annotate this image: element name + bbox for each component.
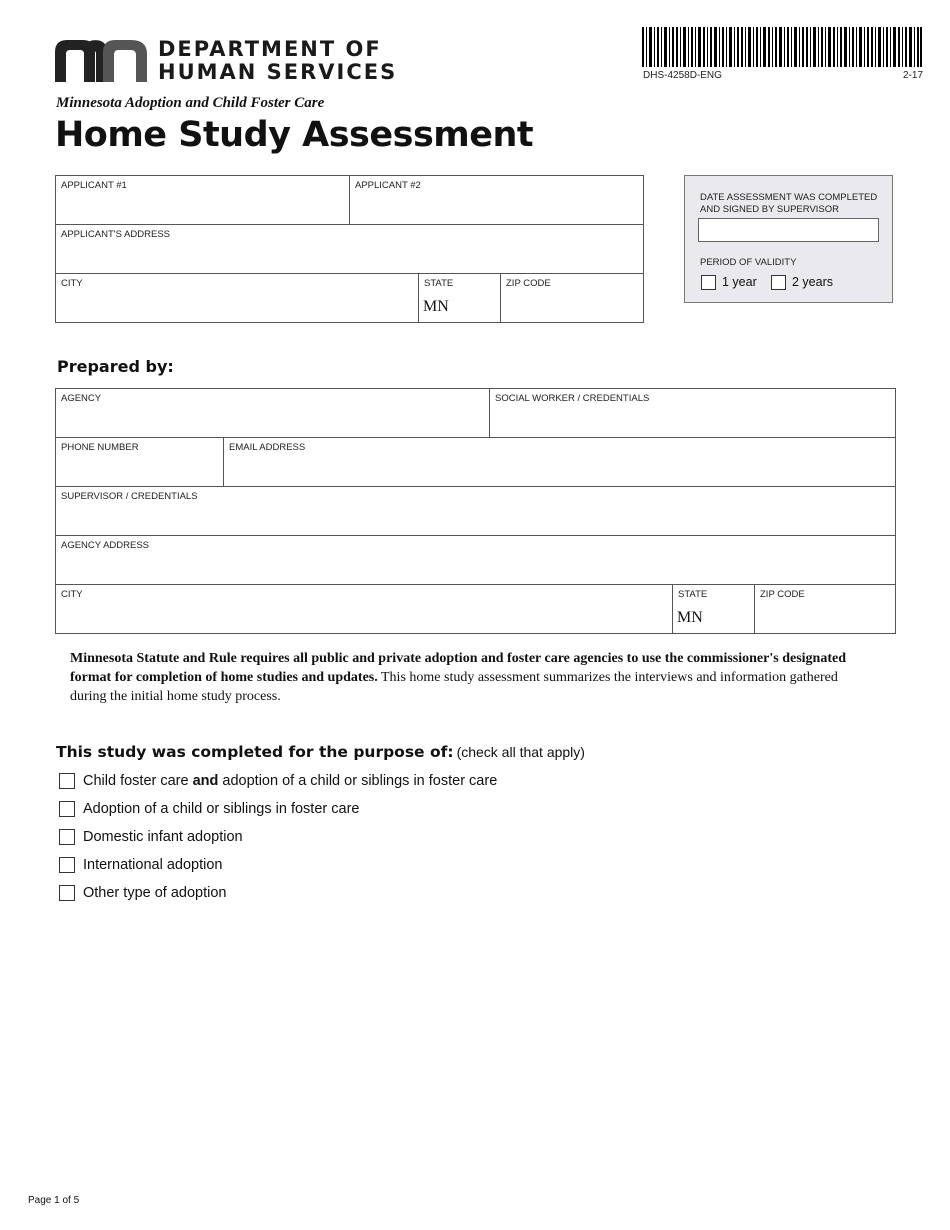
- statute-bold-text: Minnesota Statute and Rule requires all public and private adoption and foster care agencies to use the commissioner's designated format for completion of home studies and updates.: [70, 651, 846, 685]
- date-label-line2: AND SIGNED BY SUPERVISOR: [700, 204, 840, 215]
- agency-zip-label: ZIP CODE: [760, 589, 805, 600]
- purpose-checkbox-5[interactable]: [59, 885, 75, 901]
- subtitle: Minnesota Adoption and Child Foster Care: [56, 95, 325, 111]
- social-worker-field[interactable]: [490, 389, 896, 438]
- agency-city-label: CITY: [61, 589, 83, 600]
- validity-1-year-option[interactable]: [701, 275, 757, 290]
- agency-zip-field[interactable]: [755, 585, 896, 634]
- validity-2-years-label: 2 years: [792, 275, 833, 289]
- applicant1-label: APPLICANT #1: [61, 180, 127, 191]
- assessment-date-box: [684, 175, 893, 303]
- agency-state-label: STATE: [678, 589, 708, 600]
- validity-1-year-label: 1 year: [722, 275, 757, 289]
- revision-date: 2-17: [903, 70, 924, 81]
- phone-field[interactable]: [56, 438, 224, 487]
- purpose-checkbox-4[interactable]: [59, 857, 75, 873]
- purpose-checkbox-1[interactable]: [59, 773, 75, 789]
- agency-field[interactable]: [56, 389, 490, 438]
- statute-paragraph: [70, 649, 870, 706]
- agency-state-field[interactable]: [673, 585, 755, 634]
- purpose-heading-text: This study was completed for the purpose of:: [56, 743, 454, 761]
- applicant-zip-label: ZIP CODE: [506, 278, 551, 289]
- dept-line2: HUMAN SERVICES: [158, 60, 398, 84]
- opt1-bold: and: [192, 773, 219, 789]
- applicant-zip-field[interactable]: [501, 274, 644, 323]
- validity-2-years-checkbox[interactable]: [771, 275, 786, 290]
- applicant-state-field[interactable]: [419, 274, 501, 323]
- applicant-table: [55, 175, 644, 323]
- date-label: [700, 192, 877, 216]
- agency-address-label: AGENCY ADDRESS: [61, 540, 149, 551]
- purpose-note: (check all that apply): [456, 744, 585, 760]
- applicant-state-label: STATE: [424, 278, 454, 289]
- social-worker-label: SOCIAL WORKER / CREDENTIALS: [495, 393, 650, 404]
- applicant-city-label: CITY: [61, 278, 83, 289]
- email-label: EMAIL ADDRESS: [229, 442, 306, 453]
- agency-address-field[interactable]: [56, 536, 896, 585]
- email-field[interactable]: [224, 438, 896, 487]
- applicant-city-field[interactable]: [56, 274, 419, 323]
- agency-state-value: MN: [677, 609, 703, 626]
- applicant2-field[interactable]: [350, 176, 644, 225]
- purpose-option-adoption-foster[interactable]: [59, 801, 359, 817]
- opt1-part2: adoption of a child or siblings in foster care: [218, 773, 498, 789]
- purpose-option-domestic-infant[interactable]: [59, 829, 243, 845]
- phone-label: PHONE NUMBER: [61, 442, 139, 453]
- purpose-option-foster-and-adoption[interactable]: [59, 773, 497, 789]
- purpose-heading: [56, 743, 585, 762]
- assessment-date-input[interactable]: [698, 218, 879, 242]
- form-id: DHS-4258D-ENG: [643, 70, 722, 81]
- prepared-by-table: [55, 388, 896, 634]
- purpose-checkbox-3[interactable]: [59, 829, 75, 845]
- page-title: Home Study Assessment: [55, 115, 534, 155]
- applicant-address-field[interactable]: [56, 225, 644, 274]
- validity-2-years-option[interactable]: [771, 275, 833, 290]
- applicant-state-value: MN: [423, 298, 449, 315]
- purpose-option-international[interactable]: [59, 857, 222, 873]
- date-label-line1: DATE ASSESSMENT WAS COMPLETED: [700, 192, 878, 203]
- department-name: [158, 38, 397, 84]
- validity-1-year-checkbox[interactable]: [701, 275, 716, 290]
- purpose-option-3-label: Domestic infant adoption: [83, 829, 243, 845]
- validity-label: PERIOD OF VALIDITY: [700, 257, 797, 268]
- purpose-option-5-label: Other type of adoption: [83, 885, 227, 901]
- applicant2-label: APPLICANT #2: [355, 180, 421, 191]
- applicant1-field[interactable]: [56, 176, 350, 225]
- purpose-option-1-label: [83, 773, 497, 789]
- applicant-address-label: APPLICANT'S ADDRESS: [61, 229, 170, 240]
- purpose-option-other[interactable]: [59, 885, 227, 901]
- supervisor-field[interactable]: [56, 487, 896, 536]
- page-number: Page 1 of 5: [28, 1195, 80, 1206]
- barcode-icon: [642, 27, 922, 67]
- dept-line1: DEPARTMENT OF: [158, 37, 382, 61]
- purpose-option-4-label: International adoption: [83, 857, 223, 873]
- agency-label: AGENCY: [61, 393, 102, 404]
- statute-regular-text: This home study assessment summarizes the interviews and information gathered during the initial home study process.: [70, 670, 838, 704]
- mn-logo-icon: [55, 40, 147, 82]
- prepared-by-heading: Prepared by:: [57, 357, 174, 376]
- agency-city-field[interactable]: [56, 585, 673, 634]
- opt1-part1: Child foster care: [83, 773, 193, 789]
- purpose-option-2-label: Adoption of a child or siblings in foster care: [83, 801, 360, 817]
- purpose-checkbox-2[interactable]: [59, 801, 75, 817]
- supervisor-label: SUPERVISOR / CREDENTIALS: [61, 491, 198, 502]
